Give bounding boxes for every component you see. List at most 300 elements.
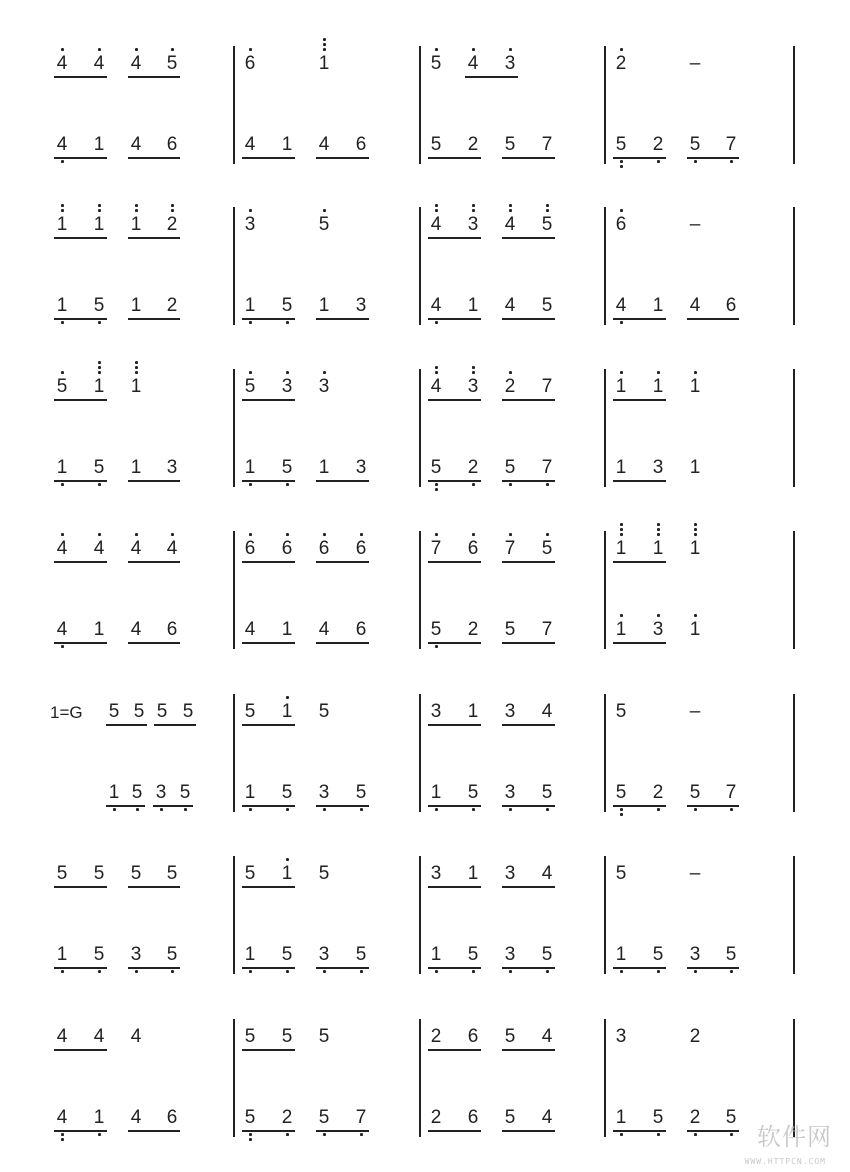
note-digit: 1: [467, 701, 479, 722]
note-lower: [500, 1106, 520, 1130]
octave-high-dot: [435, 533, 438, 536]
note-upper: [463, 375, 483, 399]
octave-low-dot: [620, 970, 623, 973]
octave-low-dot: [113, 808, 116, 811]
note-digit: 1: [615, 538, 627, 559]
note-digit: 7: [725, 782, 737, 803]
eighth-beam: [54, 157, 107, 159]
note-digit: 5: [725, 1107, 737, 1128]
note-digit: 6: [281, 538, 293, 559]
note-digit: 1: [93, 376, 105, 397]
note-lower: [52, 456, 72, 480]
note-digit: 5: [281, 944, 293, 965]
octave-low-dot: [98, 1133, 101, 1136]
eighth-beam: [502, 561, 555, 563]
note-digit: 3: [652, 457, 664, 478]
octave-high-dot: [171, 209, 174, 212]
note-digit: 1: [615, 457, 627, 478]
note-digit: 5: [430, 619, 442, 640]
octave-low-dot: [694, 808, 697, 811]
note-upper: [500, 862, 520, 886]
barline: [604, 46, 606, 164]
note-digit: 6: [355, 619, 367, 640]
eighth-beam: [242, 399, 295, 401]
note-digit: 5: [56, 863, 68, 884]
octave-high-dot: [620, 523, 623, 526]
octave-low-dot: [61, 483, 64, 486]
note-digit: 5: [166, 53, 178, 74]
octave-low-dot: [435, 808, 438, 811]
note-digit: 2: [166, 214, 178, 235]
note-upper: [648, 375, 668, 399]
eighth-beam: [242, 1049, 295, 1051]
note-upper: [463, 700, 483, 724]
note-lower: [277, 456, 297, 480]
note-digit: 1: [318, 457, 330, 478]
note-upper: [314, 700, 334, 724]
eighth-beam: [153, 805, 193, 807]
note-digit: 4: [541, 863, 553, 884]
note-digit: 5: [244, 701, 256, 722]
octave-low-dot: [286, 808, 289, 811]
octave-low-dot: [620, 813, 623, 816]
note-digit: 4: [93, 1026, 105, 1047]
eighth-beam: [687, 157, 739, 159]
note-upper: [89, 1025, 109, 1049]
note-digit: 6: [166, 134, 178, 155]
note-digit: 6: [725, 295, 737, 316]
note-digit: 1: [56, 295, 68, 316]
note-upper: [126, 375, 146, 399]
note-digit: 4: [130, 1107, 142, 1128]
note-upper: [89, 52, 109, 76]
octave-low-dot: [435, 483, 438, 486]
note-upper: [685, 52, 705, 76]
note-lower: [240, 1106, 260, 1130]
eighth-beam: [242, 886, 295, 888]
eighth-beam: [502, 1049, 555, 1051]
note-lower: [721, 1106, 741, 1130]
note-lower: [537, 133, 557, 157]
note-lower: [277, 618, 297, 642]
note-digit: 1: [689, 619, 701, 640]
octave-low-dot: [98, 970, 101, 973]
octave-high-dot: [694, 528, 697, 531]
note-digit: 4: [541, 1026, 553, 1047]
note-lower: [648, 294, 668, 318]
octave-low-dot: [286, 970, 289, 973]
octave-low-dot: [657, 160, 660, 163]
note-lower: [500, 618, 520, 642]
note-digit: 1: [689, 538, 701, 559]
note-lower: [126, 618, 146, 642]
note-upper: [611, 213, 631, 237]
note-digit: 5: [93, 457, 105, 478]
note-digit: 5: [318, 863, 330, 884]
note-upper: [500, 1025, 520, 1049]
note-lower: [127, 781, 147, 805]
octave-high-dot: [61, 533, 64, 536]
note-lower: [648, 456, 668, 480]
eighth-beam: [502, 480, 555, 482]
note-lower: [500, 943, 520, 967]
octave-high-dot: [546, 533, 549, 536]
note-digit: 5: [504, 1026, 516, 1047]
note-digit: 3: [355, 295, 367, 316]
octave-high-dot: [171, 204, 174, 207]
note-digit: 6: [467, 538, 479, 559]
eighth-beam: [316, 561, 369, 563]
note-digit: 1: [281, 619, 293, 640]
note-lower: [314, 294, 334, 318]
note-digit: 5: [131, 782, 143, 803]
eighth-beam: [316, 157, 369, 159]
note-lower: [240, 618, 260, 642]
note-upper: [126, 1025, 146, 1049]
octave-high-dot: [435, 204, 438, 207]
note-upper: [685, 375, 705, 399]
note-digit: 1: [652, 538, 664, 559]
barline: [233, 1019, 235, 1137]
note-lower: [314, 133, 334, 157]
octave-high-dot: [360, 533, 363, 536]
barline: [604, 369, 606, 487]
note-digit: 2: [504, 376, 516, 397]
octave-high-dot: [657, 371, 660, 374]
note-digit: 1: [56, 457, 68, 478]
octave-low-dot: [657, 970, 660, 973]
note-digit: 5: [281, 457, 293, 478]
note-digit: 1: [130, 457, 142, 478]
octave-high-dot: [171, 533, 174, 536]
eighth-beam: [54, 561, 107, 563]
octave-high-dot: [61, 48, 64, 51]
eighth-beam: [428, 886, 481, 888]
note-digit: 4: [615, 295, 627, 316]
note-digit: 5: [318, 1026, 330, 1047]
octave-low-dot: [286, 1133, 289, 1136]
note-upper: [240, 375, 260, 399]
octave-low-dot: [694, 970, 697, 973]
note-digit: 3: [318, 376, 330, 397]
octave-low-dot: [694, 1133, 697, 1136]
octave-low-dot: [546, 970, 549, 973]
note-lower: [648, 133, 668, 157]
eighth-beam: [128, 76, 180, 78]
octave-high-dot: [98, 361, 101, 364]
note-lower: [351, 943, 371, 967]
note-upper: [685, 700, 705, 724]
note-lower: [463, 618, 483, 642]
note-upper: [104, 700, 124, 724]
eighth-beam: [316, 318, 369, 320]
octave-high-dot: [509, 48, 512, 51]
note-lower: [89, 1106, 109, 1130]
note-upper: [463, 1025, 483, 1049]
note-digit: 3: [467, 214, 479, 235]
eighth-beam: [128, 237, 180, 239]
octave-high-dot: [171, 48, 174, 51]
note-digit: 1: [244, 457, 256, 478]
note-digit: 2: [652, 134, 664, 155]
eighth-beam: [106, 724, 147, 726]
octave-high-dot: [323, 533, 326, 536]
note-digit: 5: [93, 944, 105, 965]
note-upper: [537, 700, 557, 724]
note-lower: [463, 294, 483, 318]
eighth-beam: [613, 318, 666, 320]
eighth-beam: [242, 561, 295, 563]
octave-high-dot: [135, 361, 138, 364]
note-digit: 4: [467, 53, 479, 74]
note-upper: [314, 537, 334, 561]
note-upper: [426, 375, 446, 399]
note-digit: 1: [93, 134, 105, 155]
note-lower: [52, 133, 72, 157]
note-digit: 5: [244, 1026, 256, 1047]
eighth-beam: [242, 967, 295, 969]
note-upper: [89, 862, 109, 886]
note-digit: 3: [467, 376, 479, 397]
note-lower: [89, 943, 109, 967]
octave-high-dot: [694, 523, 697, 526]
note-digit: 5: [725, 944, 737, 965]
octave-high-dot: [98, 366, 101, 369]
note-digit: 3: [318, 782, 330, 803]
eighth-beam: [428, 724, 481, 726]
note-upper: [52, 213, 72, 237]
note-lower: [277, 943, 297, 967]
note-digit: 1: [281, 701, 293, 722]
eighth-beam: [242, 318, 295, 320]
note-digit: 3: [244, 214, 256, 235]
note-lower: [52, 943, 72, 967]
note-lower: [126, 943, 146, 967]
note-upper: [685, 1025, 705, 1049]
note-upper: [537, 537, 557, 561]
note-lower: [126, 1106, 146, 1130]
note-digit: 1: [93, 619, 105, 640]
watermark-logo: 软件网: [757, 1123, 832, 1151]
octave-low-dot: [249, 483, 252, 486]
note-digit: 5: [615, 863, 627, 884]
note-lower: [721, 133, 741, 157]
eighth-beam: [54, 1049, 107, 1051]
note-upper: [240, 52, 260, 76]
note-upper: [314, 375, 334, 399]
note-lower: [314, 781, 334, 805]
eighth-beam: [242, 805, 295, 807]
octave-low-dot: [61, 160, 64, 163]
octave-low-dot: [435, 970, 438, 973]
note-digit: 5: [541, 782, 553, 803]
note-digit: 1: [130, 376, 142, 397]
note-upper: [426, 213, 446, 237]
eighth-beam: [316, 805, 369, 807]
note-digit: 3: [318, 944, 330, 965]
note-digit: 1: [244, 295, 256, 316]
eighth-beam: [428, 480, 481, 482]
octave-low-dot: [360, 1133, 363, 1136]
eighth-beam: [428, 1130, 481, 1132]
note-digit: 5: [504, 134, 516, 155]
barline: [233, 369, 235, 487]
note-lower: [537, 781, 557, 805]
note-lower: [277, 781, 297, 805]
note-digit: 3: [504, 53, 516, 74]
note-digit: 4: [56, 1107, 68, 1128]
octave-high-dot: [435, 209, 438, 212]
note-digit: 2: [281, 1107, 293, 1128]
note-digit: 6: [318, 538, 330, 559]
octave-low-dot: [620, 808, 623, 811]
eighth-beam: [54, 642, 107, 644]
octave-low-dot: [657, 808, 660, 811]
key-signature: 1=G: [50, 703, 83, 722]
note-digit: 4: [56, 53, 68, 74]
octave-low-dot: [61, 970, 64, 973]
octave-high-dot: [472, 204, 475, 207]
eighth-beam: [502, 967, 555, 969]
note-digit: 7: [541, 457, 553, 478]
eighth-beam: [613, 967, 666, 969]
octave-low-dot: [249, 1133, 252, 1136]
note-digit: 4: [430, 376, 442, 397]
octave-high-dot: [472, 371, 475, 374]
note-lower: [611, 456, 631, 480]
octave-high-dot: [657, 533, 660, 536]
octave-low-dot: [286, 321, 289, 324]
note-digit: 6: [615, 214, 627, 235]
note-lower: [240, 294, 260, 318]
octave-low-dot: [546, 483, 549, 486]
eighth-beam: [242, 642, 295, 644]
octave-low-dot: [61, 645, 64, 648]
eighth-beam: [502, 1130, 555, 1132]
note-lower: [537, 456, 557, 480]
note-lower: [648, 618, 668, 642]
note-lower: [314, 1106, 334, 1130]
note-lower: [611, 618, 631, 642]
eighth-beam: [242, 480, 295, 482]
note-digit: 5: [541, 295, 553, 316]
eighth-beam: [428, 318, 481, 320]
note-upper: [537, 375, 557, 399]
eighth-beam: [54, 1130, 107, 1132]
barline: [419, 1019, 421, 1137]
note-digit: 3: [281, 376, 293, 397]
octave-high-dot: [98, 533, 101, 536]
octave-low-dot: [730, 808, 733, 811]
octave-high-dot: [249, 48, 252, 51]
note-lower: [685, 133, 705, 157]
note-digit: 1: [281, 134, 293, 155]
octave-high-dot: [472, 533, 475, 536]
note-upper: [314, 862, 334, 886]
eighth-beam: [54, 886, 107, 888]
note-digit: 4: [130, 619, 142, 640]
octave-low-dot: [620, 321, 623, 324]
note-digit: 2: [689, 1026, 701, 1047]
octave-high-dot: [472, 209, 475, 212]
note-upper: [314, 213, 334, 237]
eighth-beam: [502, 399, 555, 401]
note-digit: 2: [652, 782, 664, 803]
note-digit: 1: [467, 295, 479, 316]
octave-high-dot: [286, 371, 289, 374]
note-digit: 5: [182, 701, 194, 722]
note-lower: [89, 133, 109, 157]
note-upper: [611, 1025, 631, 1049]
note-digit: 1: [130, 295, 142, 316]
eighth-beam: [428, 399, 481, 401]
octave-low-dot: [620, 1133, 623, 1136]
octave-high-dot: [657, 614, 660, 617]
note-lower: [648, 781, 668, 805]
note-digit: 5: [108, 701, 120, 722]
note-upper: [537, 1025, 557, 1049]
note-upper: [52, 862, 72, 886]
note-digit: 5: [93, 863, 105, 884]
barline: [419, 856, 421, 974]
eighth-beam: [428, 642, 481, 644]
note-digit: 7: [504, 538, 516, 559]
note-digit: 5: [133, 701, 145, 722]
octave-high-dot: [509, 533, 512, 536]
note-upper: [277, 700, 297, 724]
eighth-beam: [128, 157, 180, 159]
note-digit: 6: [244, 538, 256, 559]
note-digit: 3: [504, 782, 516, 803]
eighth-beam: [428, 1049, 481, 1051]
note-lower: [426, 618, 446, 642]
note-digit: 2: [689, 1107, 701, 1128]
eighth-beam: [428, 967, 481, 969]
octave-low-dot: [323, 808, 326, 811]
note-digit: 4: [130, 134, 142, 155]
note-digit: 5: [504, 1107, 516, 1128]
note-digit: 1: [56, 214, 68, 235]
note-digit: 1: [93, 214, 105, 235]
barline: [604, 694, 606, 812]
note-lower: [162, 294, 182, 318]
note-lower: [611, 943, 631, 967]
eighth-beam: [502, 805, 555, 807]
note-digit: 4: [430, 214, 442, 235]
eighth-beam: [613, 480, 666, 482]
note-digit: 5: [281, 782, 293, 803]
note-upper: [463, 537, 483, 561]
note-upper: [52, 52, 72, 76]
eighth-beam: [242, 724, 295, 726]
octave-low-dot: [249, 1138, 252, 1141]
note-lower: [500, 781, 520, 805]
note-digit: 1: [318, 53, 330, 74]
octave-high-dot: [472, 48, 475, 51]
octave-high-dot: [620, 533, 623, 536]
note-digit: 6: [166, 1107, 178, 1128]
note-lower: [500, 294, 520, 318]
eighth-beam: [687, 805, 739, 807]
eighth-beam: [502, 724, 555, 726]
note-digit: 4: [130, 538, 142, 559]
note-digit: 5: [281, 1026, 293, 1047]
note-upper: [463, 862, 483, 886]
note-digit: 7: [541, 376, 553, 397]
note-lower: [240, 456, 260, 480]
note-digit: 2: [615, 53, 627, 74]
note-digit: 7: [430, 538, 442, 559]
